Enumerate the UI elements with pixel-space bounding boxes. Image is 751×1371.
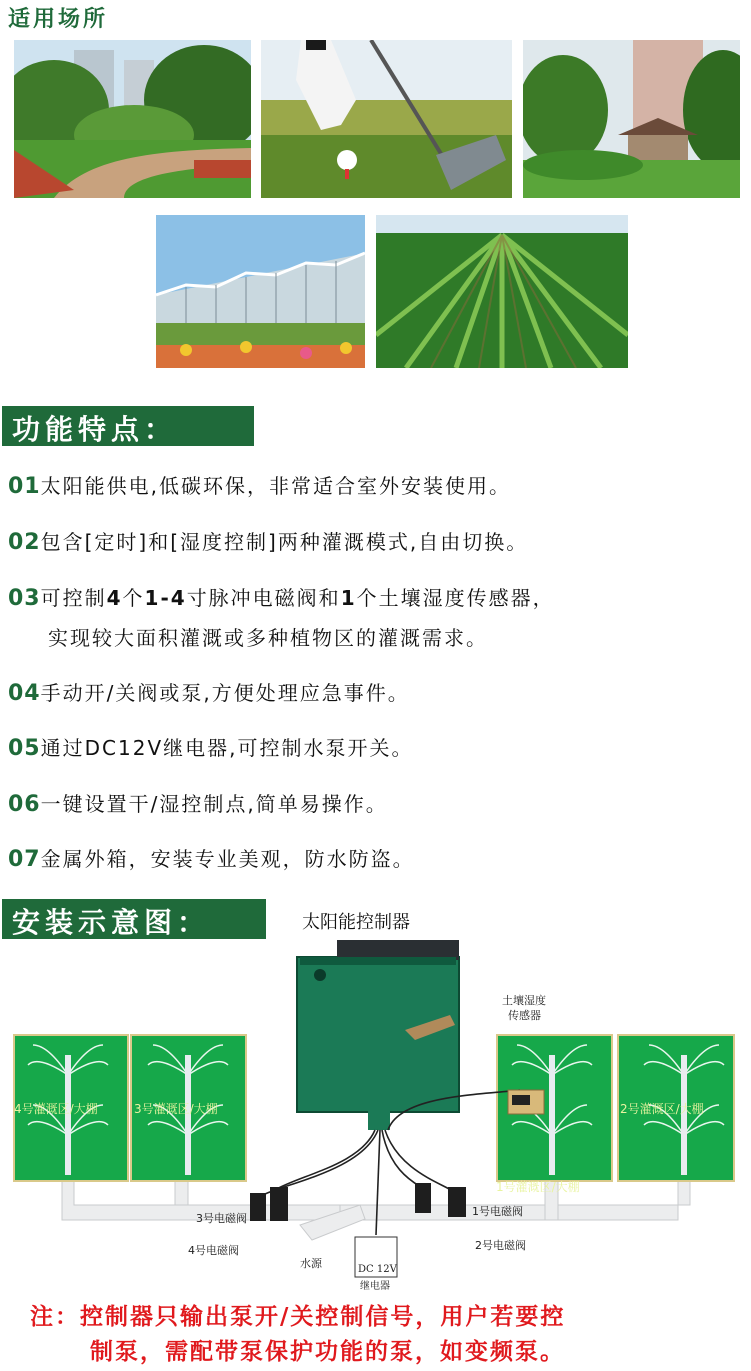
feature-item-04 [8, 677, 410, 706]
section-install-title: 安装示意图： [12, 906, 211, 939]
sensor-label-2: 传感器 [508, 1009, 541, 1022]
controller-title: 太阳能控制器 [302, 912, 410, 933]
photo-crop-field [376, 215, 628, 368]
feature-number: 05 [8, 736, 41, 761]
feature-item-06 [8, 788, 388, 817]
feature-bold: 4 [106, 586, 123, 610]
section-use-title: 适用场所 [8, 7, 109, 32]
feature-text: 手动开/关阀或泵,方便处理应急事件。 [40, 681, 410, 705]
section-features-title: 功能特点： [12, 413, 178, 446]
valve1-label: 1号电磁阀 [472, 1205, 523, 1218]
zone4-label: 4号灌溉区/大棚 [14, 1102, 98, 1116]
feature-text: 可控制 [40, 586, 107, 610]
water-source-label: 水源 [300, 1257, 322, 1270]
valve2-label: 2号电磁阀 [475, 1239, 526, 1252]
feature-number: 02 [8, 530, 41, 555]
zone1-label: 1号灌溉区/大棚 [496, 1180, 580, 1194]
relay-label-1: DC 12V [358, 1264, 397, 1275]
photo-golf [261, 40, 512, 198]
feature-item-07 [8, 843, 415, 872]
zone3-label: 3号灌溉区/大棚 [134, 1102, 218, 1116]
feature-number: 04 [8, 681, 41, 706]
note-line-2: 制泵，需配带泵保护功能的泵，如变频泵。 [90, 1339, 565, 1365]
feature-text: 太阳能供电,低碳环保，非常适合室外安装使用。 [40, 474, 511, 498]
feature-item-03-line2: 实现较大面积灌溉或多种植物区的灌溉需求。 [48, 626, 488, 650]
feature-item-03 [8, 582, 555, 611]
feature-text: 一键设置干/湿控制点,简单易操作。 [40, 792, 388, 816]
feature-item-01 [8, 470, 511, 499]
photo-park-path [14, 40, 251, 198]
feature-number: 07 [8, 847, 41, 872]
feature-number: 06 [8, 792, 41, 817]
section-install-banner [2, 899, 266, 939]
photo-garden-villa [523, 40, 740, 198]
feature-number: 03 [8, 586, 41, 611]
feature-item-05 [8, 732, 413, 761]
feature-bold: 1 [340, 586, 357, 610]
feature-text: 个土壤湿度传感器， [356, 586, 555, 610]
feature-text: 寸脉冲电磁阀和 [186, 586, 341, 610]
photo-greenhouse [156, 215, 365, 368]
feature-item-02 [8, 526, 528, 555]
feature-text: 通过DC12V继电器,可控制水泵开关。 [40, 736, 414, 760]
feature-text: 金属外箱，安装专业美观，防水防盗。 [40, 847, 415, 871]
feature-bold: 1-4 [144, 586, 187, 610]
feature-number: 01 [8, 474, 41, 499]
feature-text: 包含[定时]和[湿度控制]两种灌溉模式,自由切换。 [40, 530, 529, 554]
relay-label-2: 继电器 [360, 1281, 390, 1292]
feature-text: 个 [122, 586, 145, 610]
valve3-label: 3号电磁阀 [196, 1212, 247, 1225]
section-features-banner [2, 406, 254, 446]
valve4-label: 4号电磁阀 [188, 1244, 239, 1257]
sensor-label-1: 土壤湿度 [502, 994, 546, 1007]
zone2-label: 2号灌溉区/大棚 [620, 1102, 704, 1116]
note-line-1: 注：控制器只输出泵开/关控制信号，用户若要控 [30, 1304, 566, 1330]
